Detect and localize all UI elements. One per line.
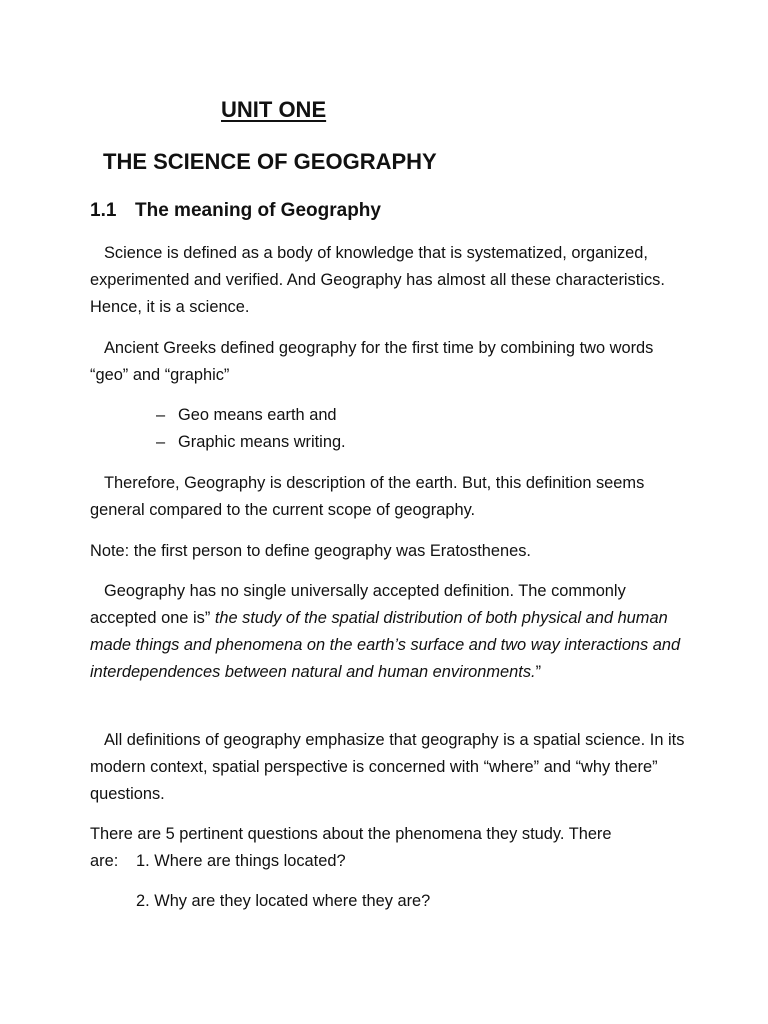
dash-bullet: – [156,433,166,451]
question-item: 2. Why are they located where they are? [136,892,431,910]
paragraph-description: Therefore, Geography is description of the earth. But, this definition seems general compared to the current scope of geography. [90,474,645,519]
question-item: 1. Where are things located? [136,852,346,870]
list-item-text: Graphic means writing. [178,433,346,451]
paragraph-greeks-definition: Ancient Greeks defined geography for the first time by combining two words “geo” and “graphic” [90,339,654,384]
paragraph-spatial-science: All definitions of geography emphasize that geography is a spatial science. In its modern context, spatial perspective is concerned with “where” and “why there” questions. [90,731,685,803]
section-title: The meaning of Geography [135,200,381,221]
definition-end: ” [535,663,542,681]
paragraph-science-definition: Science is defined as a body of knowledge that is systematized, organized, experimented and verified. And Geography has almost all these characteristics. Hence, it is a science. [90,244,665,316]
dash-bullet: – [156,406,166,424]
note-line: Note: the first person to define geography was Eratosthenes. [90,542,531,560]
paragraph-accepted-definition [90,578,690,686]
section-number: 1.1 [90,200,117,221]
list-item-text: Geo means earth and [178,406,337,424]
paragraph-questions-line1: There are 5 pertinent questions about the phenomena they study. There [90,825,612,843]
paragraph-questions-lead: are: [90,852,119,870]
unit-heading: UNIT ONE [221,97,327,122]
list-item [156,402,337,429]
section-heading [90,200,381,222]
list-item [156,429,346,456]
definition-quote: the study of the spatial distribution of both physical and human made things and phenomena on the earth’s surface and two way interactions and interdependences between natural and human environments. [90,609,681,681]
chapter-title: THE SCIENCE OF GEOGRAPHY [103,149,437,174]
definition-lead: Geography has no single universally accepted definition. The commonly accepted one is” [90,582,626,627]
